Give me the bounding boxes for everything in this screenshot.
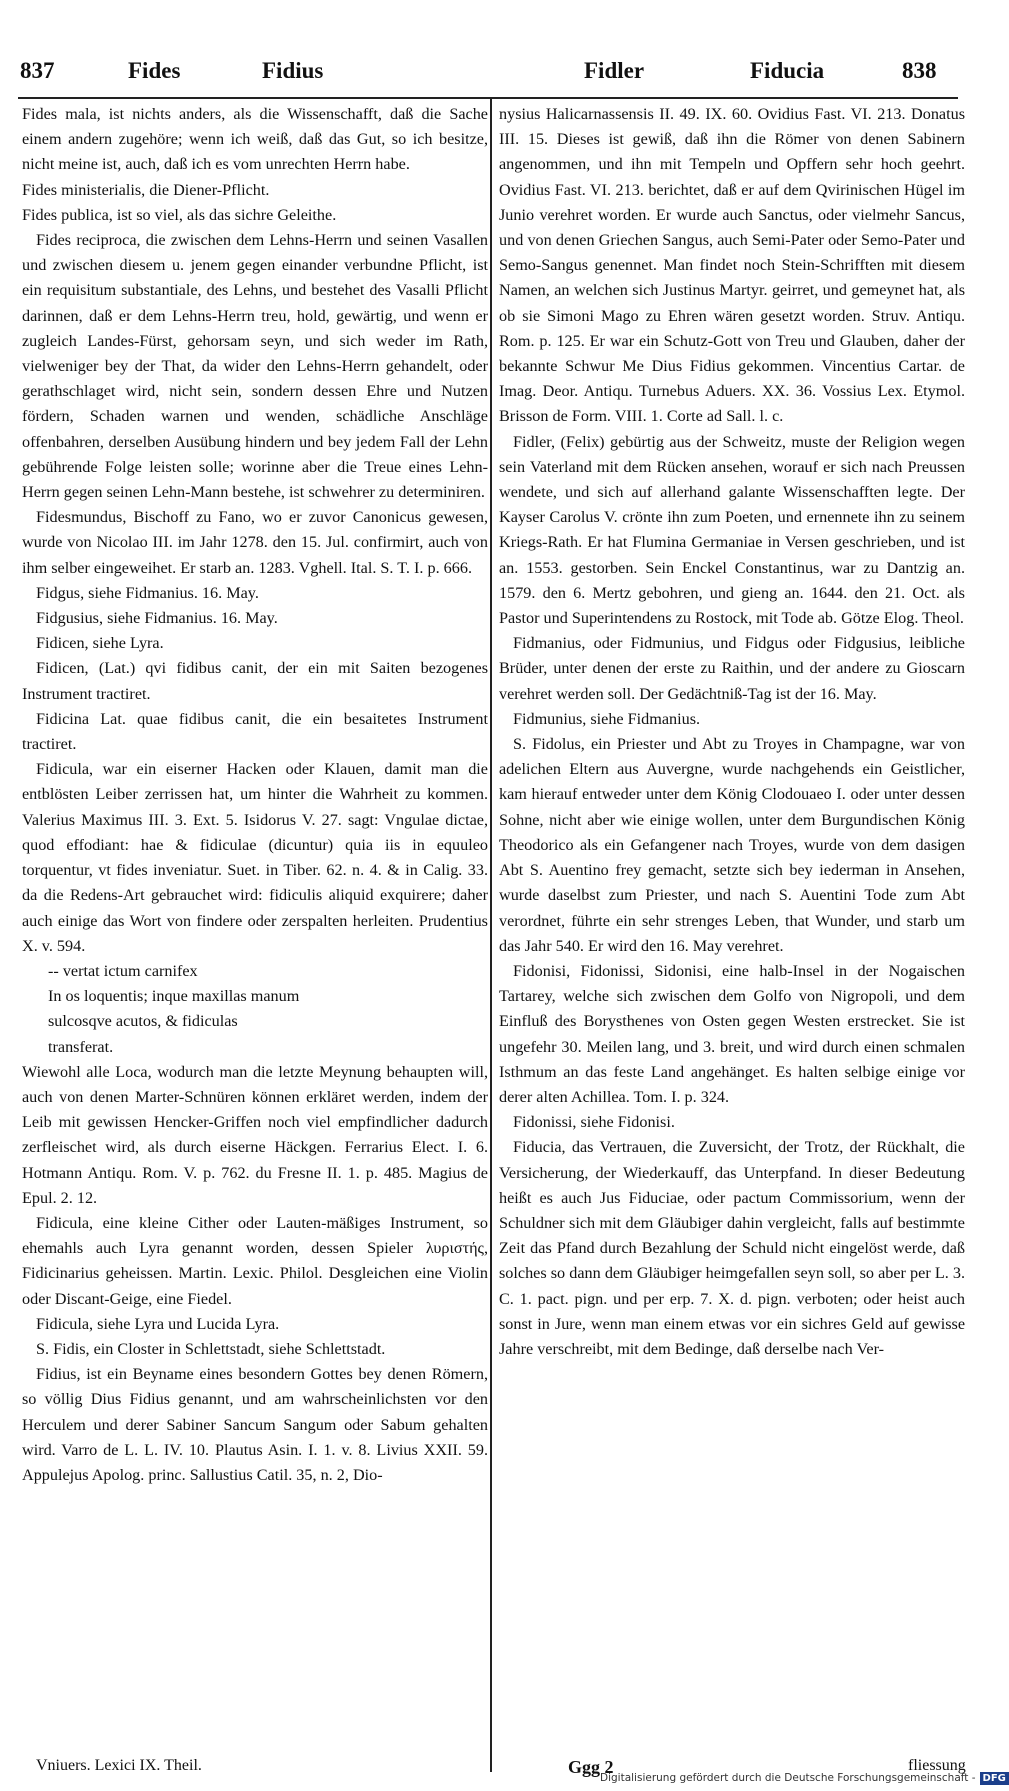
verse-line: -- vertat ictum carnifex [48,961,198,980]
lexicon-entry: Fidgusius, siehe Fidmanius. 16. May. [36,609,278,628]
lexicon-entry: Fides ministerialis, die Diener-Pflicht. [22,180,270,199]
lexicon-entry: Wiewohl alle Loca, wodurch man die letzte Meynung behaupten will, auch von denen Marter-Schnüren können erkläret werden, indem der Leib mit gewissen Hencker-Griffen noch viel empfindlicher dadurch zerfleischet wird, als durch eiserne Häckgen. Ferrarius Elect. I. 6. Hotmann Antiqu. Rom. V. p. 762. du Fresne II. 1. p. 485. Magius de Epul. 2. 12. [22,1062,488,1207]
left-keyword-1: Fides [128,58,181,83]
lexicon-entry: Fides mala, ist nichts anders, als die Wissenschafft, daß die Sache einem andern zugehöre; wenn ich weiß, daß das Gut, so ich besitze, nicht meine ist, auch, daß ich es vom unrechten Herrn habe. [22,105,488,174]
right-keyword-2: Fiducia [750,58,825,83]
lexicon-entry: Fidicula, siehe Lyra und Lucida Lyra. [36,1314,280,1333]
footer-volume-line: Vniuers. Lexici IX. Theil. [36,1757,202,1774]
left-page-header [0,52,474,92]
lexicon-entry: Fidicina Lat. quae fidibus canit, die ein besaitetes Instrument tractiret. [22,709,488,754]
lexicon-entry: Fides reciproca, die zwischen dem Lehns-Herrn und seinen Vasallen und zwischen diesem u. jenem gegen einander verbundne Pflicht, ist ein requisitum substantiale, des Lehns, und bestehet des Vasalli Pflicht darinnen, daß er dem Lehns-Herrn treu, hold, gewärtig, und wenn er zugleich Landes-Fürst, gehorsam seyn, und sich weder im Rath, vielweniger bey der That, da wider den Lehns-Herrn gehandelt, oder gerathschlaget wird, nicht sein, sondern dessen Ehre und Nutzen fördern, Schaden warnen und wenden, schädliche Anschläge offenbahren, derselben Ausübung hindern und bey jedem Fall der Lehn gebührende Folge leisten solle; worinne aber die Treue eines Lehn-Herrn gegen seinen Lehn-Mann bestehe, ist schwehrer zu determiniren. [22,231,488,502]
lexicon-entry: Fidler, (Felix) gebürtig aus der Schweitz, muste der Religion wegen sein Vaterland mit dem Rücken ansehen, worauf er sich nach Preussen wendete, und sich auf allerhand galante Wissenschafften legte. Der Kayser Carolus V. crönte ihn zum Poeten, und ernennete ihn zu seinem Kriegs-Rath. Er hat Flumina Germaniae in Versen geschrieben, und ist an. 1553. gestorben. Sein Enckel Constantinus, war zu Dantzig an. 1579. den 6. Mertz gebohren, und gieng an. 1644. den 21. Oct. als Pastor und Superintendens zu Rostock, mit Tode ab. Götze Elog. Theol. [499,432,965,628]
lexicon-entry: Fidius, ist ein Beyname eines besondern Gottes bey denen Römern, so völlig Dius Fidius genannt, und am wahrscheinlichsten vor den Herculem und derer Sabiner Sancum Sangum oder Sabum gehalten wird. Varro de L. L. IV. 10. Plautus Asin. I. 1. v. 8. Livius XXII. 59. Appulejus Apolog. princ. Sallustius Catil. 35, n. 2, Dio- [22,1365,488,1484]
footer-catchword: fliessung [908,1757,966,1774]
lexicon-entry: S. Fidis, ein Closter in Schlettstadt, siehe Schlettstadt. [36,1339,386,1358]
left-header-rule [18,97,490,99]
lexicon-entry: nysius Halicarnassensis II. 49. IX. 60. Ovidius Fast. VI. 213. Donatus III. 15. Dieses ist gewiß, daß ihn die Römer von denen Sabinern angenommen, und ihn mit Tempeln und Opffern sehr hoch geehrt. Ovidius Fast. VI. 213. berichtet, daß er auf dem Qvirinischen Hügel im Junio verehret worden. Er wurde auch Sanctus, oder vielmehr Sancus, und von denen Griechen Sangus, auch Semi-Pater oder Semo-Pater und Semo-Sangus genennet. Man findet noch Stein-Schrifften mit diesem Namen, an welchen sich Justinus Martyr. geirret, und gemeynet hat, als ob sie Simoni Mago zu Ehren wären gesetzt worden. Struv. Antiqu. Rom. p. 125. Er war ein Schutz-Gott von Treu und Glauben, daher der bekannte Schwur Me Dius Fidius gekommen. Vincentius Cartar. de Imag. Deor. Antiqu. Turnebus Aduers. XX. 36. Vossius Lex. Etymol. Brisson de Form. VIII. 1. Corte ad Sall. l. c. [499,105,965,426]
credit-text: Digitalisierung gefördert durch die Deutsche Forschungsgemeinschaft - [600,1772,976,1784]
verse-line: sulcosqve acutos, & fidiculas [48,1012,238,1031]
right-column [499,102,965,1362]
lexicon-entry: Fidonisi, Fidonissi, Sidonisi, eine halb-Insel in der Nogaischen Tartarey, welche sich zwischen dem Golfo von Nigropoli, und dem Einfluß des Borysthenes von Osten gegen Westen erstrecket. Sie ist ungefehr 30. Meilen lang, und 3. breit, und wird durch einen schmalen Isthmum an das feste Land angehänget. Es halten selbige einige vor derer alten Achillea. Tom. I. p. 324. [499,961,965,1106]
dfg-logo: DFG [980,1772,1009,1785]
lexicon-entry: Fidmanius, oder Fidmunius, und Fidgus oder Fidgusius, leibliche Brüder, unter denen der erste zu Raithin, und der andere zu Gioscarn verehret werden soll. Der Gedächtniß-Tag ist der 16. May. [499,634,965,703]
lexicon-entry: Fidicula, eine kleine Cither oder Lauten-mäßiges Instrument, so ehemahls auch Lyra genannt worden, dessen Spieler λυριστής, Fidicinarius geheissen. Martin. Lexic. Philol. Desgleichen eine Violin oder Discant-Geige, eine Fiedel. [22,1213,488,1308]
right-page-number: 838 [902,58,937,83]
verse-line: transferat. [48,1037,114,1056]
lexicon-entry: Fidicula, war ein eiserner Hacken oder Klauen, damit man die entblösten Leiber zerrissen hat, um hinter die Wahrheit zu kommen. Valerius Maximus III. 3. Ext. 5. Isidorus V. 27. sagt: Vngulae dictae, quod effodiant: hae & fidiculae (dicuntur) quia iis in equuleo torquentur, vt fides inveniatur. Suet. in Tiber. 62. n. 4. & in Calig. 33. da die Redens-Art gebrauchet wird: fidiculis aliquid exquirere; daher auch einige das Wort von findere oder zerspalten herleiten. Prudentius X. v. 594. [22,760,488,955]
verse-line: In os loquentis; inque maxillas manum [48,987,300,1006]
lexicon-entry: Fidgus, siehe Fidmanius. 16. May. [36,583,259,602]
right-keyword-1: Fidler [584,58,645,83]
lexicon-entry: S. Fidolus, ein Priester und Abt zu Troyes in Champagne, war von adelichen Eltern aus Auvergne, wurde nachgehends ein Geistlicher, kam hierauf entweder unter dem König Clodouaeo I. oder unter dessen Sohne, nicht aber wie einige wollen, unter dem Burgundischen König Theodorico als ein Gefangener nach Troyes, wurde von dem dasigen Abt S. Auentino frey gemacht, setzte sich bey iederman in Ansehen, wurde daselbst zum Priester, und nach S. Auentini Tode zum Abt verordnet, führte ein sehr strenges Leben, that Wunder, und starb um das Jahr 540. Er wird den 16. May verehret. [499,735,965,955]
lexicon-entry: Fidmunius, siehe Fidmanius. [513,709,701,728]
lexicon-entry: Fidicen, (Lat.) qvi fidibus canit, der ein mit Saiten bezogenes Instrument tractiret. [22,659,488,703]
lexicon-entry: Fides publica, ist so viel, als das sichre Geleithe. [22,205,337,224]
digitization-credit [600,1772,1009,1788]
left-keyword-2: Fidius [262,58,324,83]
left-page-number: 837 [20,58,55,83]
lexicon-entry: Fidicen, siehe Lyra. [36,634,164,653]
footer-signature-mark: Ggg 2 [568,1757,614,1777]
right-page-header [492,52,966,92]
lexicon-entry: Fidesmundus, Bischoff zu Fano, wo er zuvor Canonicus gewesen, wurde von Nicolao III. im Jahr 1278. den 15. Jul. confirmirt, auch von ihm selber eingeweihet. Er starb an. 1283. Vghell. Ital. S. T. I. p. 666. [22,508,488,577]
column-divider [490,97,492,1772]
left-column [22,102,488,1488]
right-header-rule [492,97,958,99]
lexicon-entry: Fidonissi, siehe Fidonisi. [513,1113,675,1132]
lexicon-entry: Fiducia, das Vertrauen, die Zuversicht, der Trotz, der Rückhalt, die Versicherung, der Wiederkauff, das Unterpfand. In dieser Bedeutung heißt es auch Jus Fiduciae, oder pactum Commissorium, wenn der Schuldner sich mit dem Gläubiger dahin vergleicht, falls auf bestimmte Zeit das Pfand durch Bezahlung der Schuld nicht eingelöst werde, daß solches so dann dem Gläubiger heimgefallen seyn soll, so aber per L. 3. C. 1. pact. pign. und per erp. 7. X. d. pign. verboten; oder heist auch sonst in Jure, wenn man einem etwas vor ein sichres Geld auf gewisse Jahre verschreibt, mit dem Bedinge, daß derselbe nach Ver- [499,1138,965,1358]
